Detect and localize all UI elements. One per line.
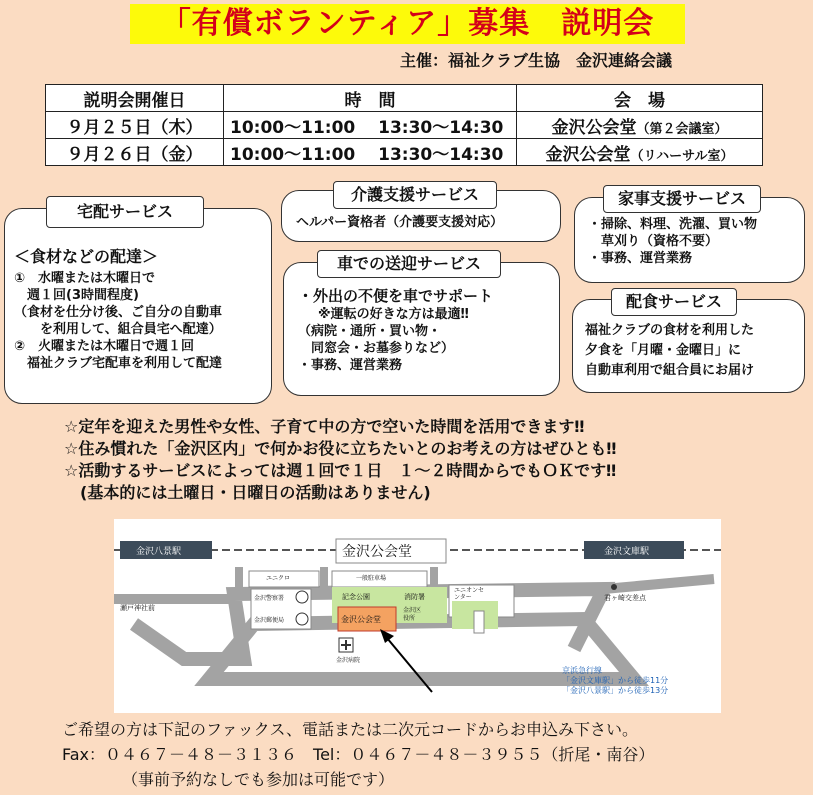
header-date: 説明会開催日 xyxy=(46,85,224,112)
meal-line: 福祉クラブの食材を利用した xyxy=(585,323,755,338)
note-item: ☆住み慣れた「金沢区内」で何かお役に立ちたいとのお考えの方はぜひとも‼ xyxy=(64,439,617,458)
transport-line: ※運転の好きな方は最適‼ xyxy=(318,307,469,322)
care-line: ヘルパー資格者（介護要支援対応） xyxy=(296,215,504,230)
apply-line-3: （事前予約なしでも参加は可能です） xyxy=(122,770,395,789)
table-row xyxy=(46,139,763,166)
meal-line: 自動車利用で組合員にお届け xyxy=(585,363,755,378)
map-shrine: 瀬戸神社前 xyxy=(120,604,155,612)
date-cell: ９月２６日（金） xyxy=(46,139,224,166)
delivery-line: 週１回(3時間程度) xyxy=(14,288,139,303)
map-road-label: 一般駐車場 xyxy=(356,575,387,582)
map-bank: 金沢警察署 xyxy=(254,595,285,602)
header-time: 時 間 xyxy=(224,85,517,112)
note-item: (基本的には土曜日・日曜日の活動はありません) xyxy=(64,483,431,502)
header-venue: 会 場 xyxy=(517,85,763,112)
map-access-1: 「金沢文庫駅」から徒歩11分 xyxy=(562,676,669,685)
transport-line: （病院・通所・買い物・ xyxy=(298,324,442,339)
transport-lines xyxy=(298,286,493,374)
map-fire: 消防署 xyxy=(404,593,425,601)
access-map xyxy=(114,519,721,713)
map-uniqlo: ユニクロ xyxy=(266,575,291,582)
meal-line: 夕食を「月曜・金曜日」に xyxy=(585,343,742,358)
apply-line-1: ご希望の方は下記のファックス、電話または二次元コードからお申込み下さい。 xyxy=(62,720,639,739)
transport-line: ・外出の不便を車でサポート xyxy=(298,287,494,305)
time-cell: 10:00～11:00 13:30～14:30 xyxy=(224,139,517,166)
venue-room: （リハーサル室） xyxy=(630,148,734,164)
apply-line-2: Fax：０４６７－４８－３１３６ Tel：０４６７－４８－３９５５（折尾・南谷） xyxy=(62,745,655,764)
map-station-left: 金沢八景駅 xyxy=(136,547,182,557)
transport-service-tag: 車での送迎サービス xyxy=(317,250,501,278)
delivery-line: （食材を仕分け後、ご自分の自動車 xyxy=(14,305,223,320)
delivery-heading: ＜食材などの配達＞ xyxy=(14,247,159,266)
map-access-2: 「金沢八景駅」から徒歩13分 xyxy=(562,686,669,695)
delivery-line: ① 水曜または木曜日で xyxy=(14,271,156,286)
venue-cell xyxy=(517,112,763,139)
map-station-right: 金沢文庫駅 xyxy=(604,547,650,557)
page-title: 「有償ボランティア」募集 説明会 xyxy=(130,4,685,44)
time-cell: 10:00～11:00 13:30～14:30 xyxy=(224,112,517,139)
map-intersection: 君ヶ崎交差点 xyxy=(604,594,646,602)
map-post: 金沢郵便局 xyxy=(254,617,285,624)
delivery-line: 福祉クラブ宅配車を利用して配達 xyxy=(14,356,223,371)
housework-line: 草刈り（資格不要） xyxy=(588,234,719,249)
map-title: 金沢公会堂 xyxy=(342,544,412,560)
meal-service-tag: 配食サービス xyxy=(611,288,737,316)
venue-name: 金沢公会堂 xyxy=(545,144,631,165)
delivery-line: ② 火曜または木曜日で週１回 xyxy=(14,339,195,354)
schedule-table xyxy=(45,84,763,166)
map-kinen: 記念公園 xyxy=(342,593,370,601)
delivery-service-tag: 宅配サービス xyxy=(46,196,204,228)
note-item: ☆定年を迎えた男性や女性、子育て中の方で空いた時間を活用できます‼ xyxy=(64,417,585,436)
table-row xyxy=(46,112,763,139)
venue-room: （第２会議室） xyxy=(636,121,728,137)
map-hospital: 金沢病院 xyxy=(336,657,361,664)
venue-cell xyxy=(517,139,763,166)
venue-name: 金沢公会堂 xyxy=(551,117,637,138)
organizer: 主催：福祉クラブ生協 金沢連絡会議 xyxy=(400,51,673,70)
housework-line: ・事務、運営業務 xyxy=(588,251,693,266)
map-union: ユニオンセンター xyxy=(454,587,485,601)
map-ward: 金沢区役所 xyxy=(403,607,422,622)
map-hall: 金沢公会堂 xyxy=(341,615,381,624)
delivery-lines xyxy=(14,270,222,372)
delivery-line: を利用して、組合員宅へ配達） xyxy=(14,322,222,337)
care-service-tag: 介護支援サービス xyxy=(333,181,497,209)
note-item: ☆活動するサービスによっては週１回で１日 １～２時間からでもＯＫです‼ xyxy=(64,461,617,480)
schedule-header-row xyxy=(46,85,763,112)
transport-line: ・事務、運営業務 xyxy=(298,358,403,373)
housework-lines xyxy=(588,216,757,267)
transport-line: 同窓会・お墓参りなど） xyxy=(298,341,455,356)
meal-lines xyxy=(585,321,754,381)
housework-service-tag: 家事支援サービス xyxy=(603,185,761,213)
notes-list xyxy=(64,416,616,504)
housework-line: ・掃除、料理、洗濯、買い物 xyxy=(588,217,758,232)
date-cell: ９月２５日（木） xyxy=(46,112,224,139)
map-access-line: 京浜急行線 xyxy=(562,666,602,675)
